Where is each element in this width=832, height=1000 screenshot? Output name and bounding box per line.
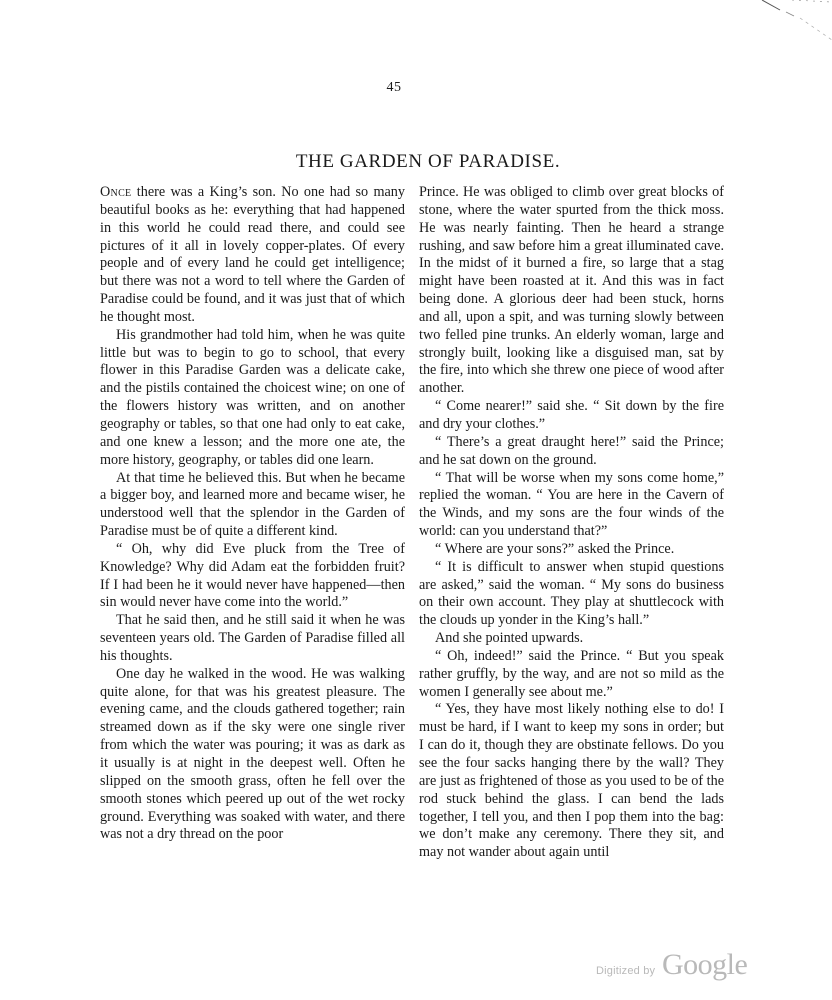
paragraph: Prince. He was obliged to climb over great blocks of stone, where the water spurted from the thick moss. He was nearly fainting. Then he heard a strange rushing, and saw before him a great illuminated cave. In the midst of it burned a fire, so large that a stag might have been roasted at it. And this was in fact being done. A glorious deer had been stuck, horns and all, upon a spit, and was turning slowly between two felled pine trunks. An elderly woman, large and strongly built, looking like a disguised man, sat by the fire, into which she threw one piece of wood after another. (419, 184, 724, 397)
paragraph: “ Where are your sons?” asked the Prince. (435, 540, 675, 557)
left-column (100, 184, 405, 844)
paragraph: “ Yes, they have most likely nothing else to do! I must be hard, if I want to keep my sons in order; but I can do it, though they are obstinate fellows. Do you see the four sacks hanging there by the wall? They are just as frightened of those as you used to be of the rod stuck behind the glass. I can bend the lads together, I tell you, and then I pop them into the bag: we don’t make any ceremony. There they sit, and may not wander about again until (419, 701, 724, 861)
scan-edge-marks (722, 0, 832, 50)
paragraph: “ There’s a great draught here!” said the Prince; and he sat down on the ground. (419, 433, 724, 468)
paragraph (100, 184, 405, 327)
paragraph: “ It is difficult to answer when stupid questions are asked,” said the woman. “ My sons do business on their own account. They play at shuttlecock with the clouds up yonder in the King’s hall.” (419, 558, 724, 629)
paragraph: “ Oh, why did Eve pluck from the Tree of Knowledge? Why did Adam eat the forbidden fruit? If I had been he it would never have happened—then sin would never have come into the world.” (100, 540, 405, 611)
paragraph: “ Come nearer!” said she. “ Sit down by the fire and dry your clothes.” (419, 398, 724, 432)
paragraph: “ Oh, indeed!” said the Prince. “ But you speak rather gruffly, by the way, and are not so mild as the women I generally see about me.” (419, 647, 724, 700)
opening-word: Once (100, 184, 132, 200)
paragraph: And she pointed upwards. (435, 630, 584, 647)
paragraph: His grandmother had told him, when he was quite little but was to begin to go to school, that every flower in this Paradise Garden was a delicate cake, and the pistils contained the choicest wine; on one of the flowers history was written, and on another geography or tables, so that one had only to eat cake, and one knew a lesson; and the more one ate, the more history, geography, or tables did one learn. (100, 326, 405, 468)
paragraph: One day he walked in the wood. He was walking quite alone, for that was his greatest pleasure. The evening came, and the clouds gathered together; rain streamed down as if the sky were one single river from which the water was pouring; it was as dark as it usually is at night in the deepest well. Often he slipped on the smooth grass, often he fell over the smooth stones which peered up out of the wet rocky ground. Everything was soaked with water, and there was not a dry thread on the poor (100, 665, 405, 843)
paragraph: That he said then, and he still said it when he was seventeen years old. The Garden of Paradise filled all his thoughts. (100, 612, 405, 664)
chapter-title: THE GARDEN OF PARADISE. (295, 151, 561, 172)
digitized-by-watermark (596, 948, 776, 988)
paragraph-text: there was a King’s son. No one had so many beautiful books as he: everything that had happened in this world he could read there, and could see pictures of it all in lovely copper-plates. Of every people and of every land he could get intelligence; but there was not a word to tell where the Garden of Paradise could be found, and it was just that of which he thought most. (100, 184, 405, 325)
google-logo: Google (662, 948, 748, 981)
paragraph: At that time he believed this. But when he became a bigger boy, and learned more and became wiser, he understood well that the splendor in the Garden of Paradise must be of quite a different kind. (100, 469, 405, 540)
digitized-by-text: Digitized by (596, 965, 656, 977)
right-column (419, 184, 724, 862)
paragraph: “ That will be worse when my sons come home,” replied the woman. “ You are here in the Cavern of the Winds, and my sons are the four winds of the world: can you understand that?” (419, 469, 724, 540)
page-number: 45 (386, 80, 402, 95)
